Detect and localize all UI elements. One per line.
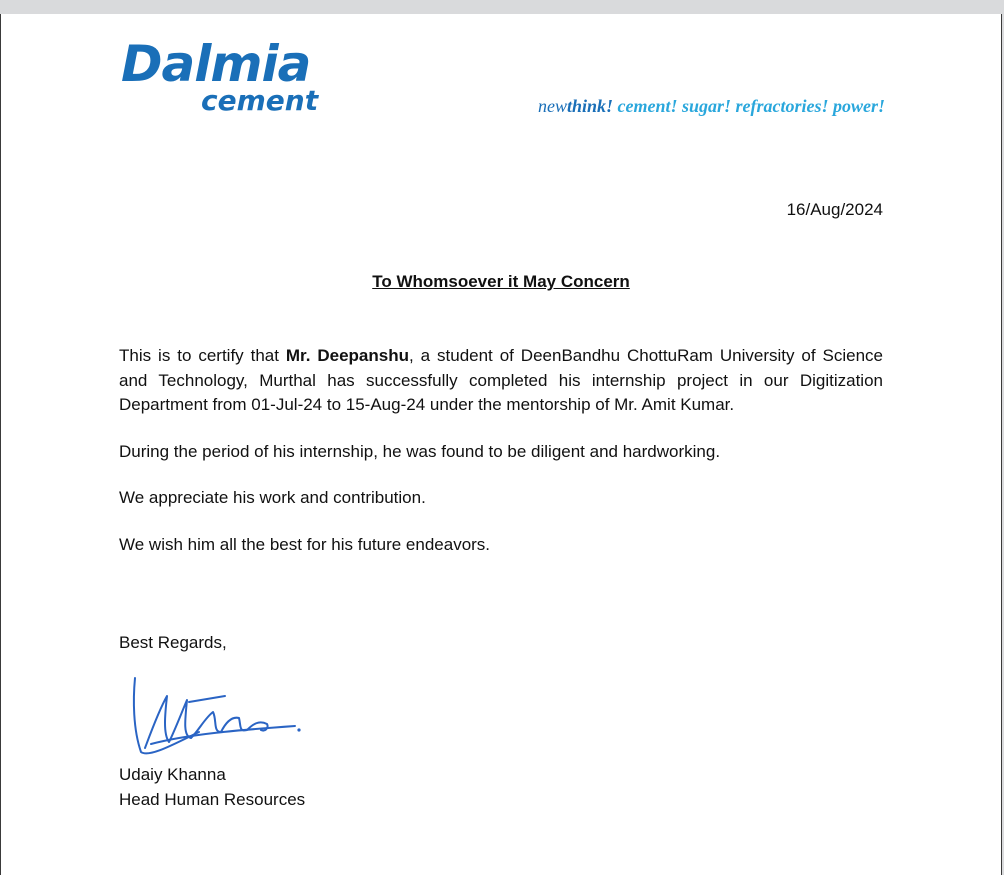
dalmia-cement-logo — [121, 35, 341, 120]
conduct-paragraph: During the period of his internship, he was found to be diligent and hardworking. — [119, 441, 721, 461]
para1-tail: , a student of DeenBandhu ChottuRam University of Science and Technology, Murthal has successfully completed his internship project in our Digitization Department from 01-Jul-24 to 15-Aug-24 under the mentorship of Mr. Amit Kumar. — [119, 346, 883, 414]
logo-word-dalmia: Dalmia — [121, 35, 311, 93]
signatory-title: Head Human Resources — [119, 789, 306, 809]
letter-page — [0, 14, 1002, 875]
letterhead-tagline — [538, 96, 885, 117]
signatory-block — [119, 763, 305, 812]
appreciation-paragraph: We appreciate his work and contribution. — [119, 488, 426, 507]
signatory-name: Udaiy Khanna — [119, 765, 226, 784]
tagline-businesses: cement! sugar! refractories! power! — [612, 96, 885, 116]
para1-lead: This is to certify that — [119, 346, 286, 365]
tagline-new: new — [537, 96, 567, 116]
signature-image — [129, 674, 309, 760]
letter-date: 16/Aug/2024 — [786, 200, 883, 219]
closing-salutation: Best Regards, — [119, 633, 227, 652]
wishes-paragraph: We wish him all the best for his future endeavors. — [119, 534, 491, 554]
tagline-think: think! — [566, 96, 613, 116]
certification-paragraph — [119, 344, 883, 418]
letter-body — [119, 344, 883, 557]
student-name: Mr. Deepanshu — [285, 346, 409, 365]
letter-heading: To Whomsoever it May Concern — [372, 272, 630, 291]
logo-word-cement: cement — [201, 84, 319, 117]
